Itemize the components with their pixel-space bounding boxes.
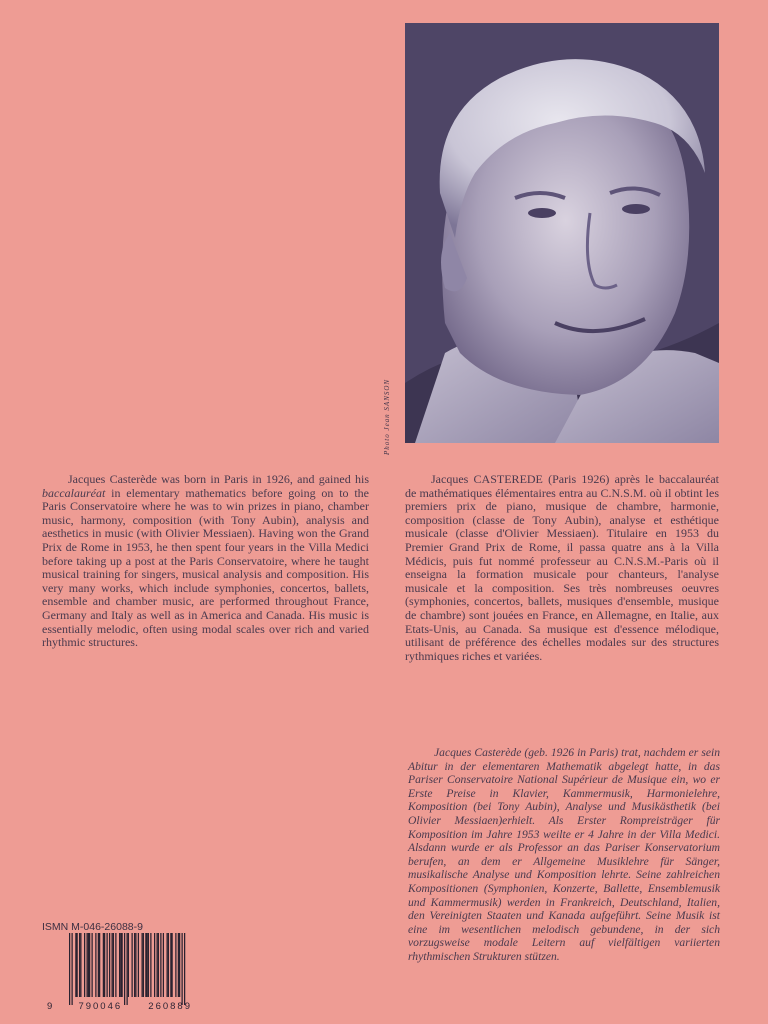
english-text-part: in elementary mathematics before going on to the Paris Conservatoire where he was to win prizes in piano, chamber music, harmony, composition (with Tony Aubin), analysis and aesthetics in music (with Olivier Messiaen). Having won the Grand Prix de Rome in 1953, he then spent four years in the Villa Medici before taking up a post at the Paris Conservatoire, where he taught musical training for singers, musical analysis and composition. His very many works, which include symphonies, concertos, ballets, ensemble and chamber music, are performed throughout France, Germany and Italy as well as in America and Canada. His music is essentially melodic, often using modal scales over rich and varied rhythmic structures. [42, 485, 369, 650]
barcode-lead-digit: 9 [47, 1001, 53, 1012]
french-biography [405, 473, 719, 663]
german-biography [408, 746, 720, 964]
barcode-digits [47, 1001, 192, 1012]
ismn-number: ISMN M-046-26088-9 [42, 921, 143, 933]
photo-credit: Photo Jean SANSON [383, 378, 391, 455]
french-text: Jacques CASTEREDE (Paris 1926) après le baccalauréat de mathématiques élémentaires entra au C.N.S.M. où il obtint les premiers prix de piano, musique de chambre, harmonie, composition (classe de Tony Aubin), analyse et esthétique musicale (classe d'Olivier Messiaen). Titulaire en 1953 du Premier Grand Prix de Rome, il passa quatre ans à la Villa Médicis, puis fut nommé professeur au C.N.S.M.-Paris où il enseigna la formation musicale pour chanteurs, l'analyse musicale et la composition. Ses très nombreuses oeuvres (symphonies, concertos, ballets, musiques d'ensemble, musique de chambre) sont jouées en France, en Allemagne, en Italie, aux Etats-Unis, au Canada. Sa musique est d'essence mélodique, utilisant de préférence des échelles modales sur des structures rythmiques riches et variées. [405, 472, 719, 663]
english-biography [42, 473, 369, 650]
english-text-emphasis: baccalauréat [42, 485, 106, 500]
german-text: Jacques Casterède (geb. 1926 in Paris) trat, nachdem er sein Abitur in der elementaren Mathematik abgelegt hatte, in das Pariser Conservatoire National Supérieur de Musique ein, wo er Erste Preise in Klavier, Kammermusik, Harmonielehre, Komposition (bei Tony Aubin), Analyse und Musikästhetik (bei Olivier Messiaen)erhielt. Als Erster Rompreisträger für Komposition im Jahre 1953 weilte er 4 Jahre in der Villa Medici. Alsdann wurde er als Professor an das Pariser Konservatorium berufen, an dem er Allgemeine Musiklehre für Sänger, musikalische Analyse und Komposition lehrte. Seine zahlreichen Kompositionen (Symphonien, Konzerte, Ballette, Ensemblemusik und Kammermusik) werden in Frankreich, Deutschland, Italien, den Vereinigten Staaten und Kanada aufgeführt. Seine Musik ist eine im wesentlichen melodisch gebundene, in der sich vorzugsweise modale Leitern auf vielfältigen variierten rhythmischen Strukturen stützen. [408, 746, 720, 963]
composer-portrait [405, 23, 719, 443]
barcode-right-digits: 260889 [148, 1001, 192, 1012]
english-text-part: Jacques Casterède was born in Paris in 1926, and gained his [68, 472, 369, 486]
barcode-left-digits: 790046 [78, 1001, 123, 1012]
